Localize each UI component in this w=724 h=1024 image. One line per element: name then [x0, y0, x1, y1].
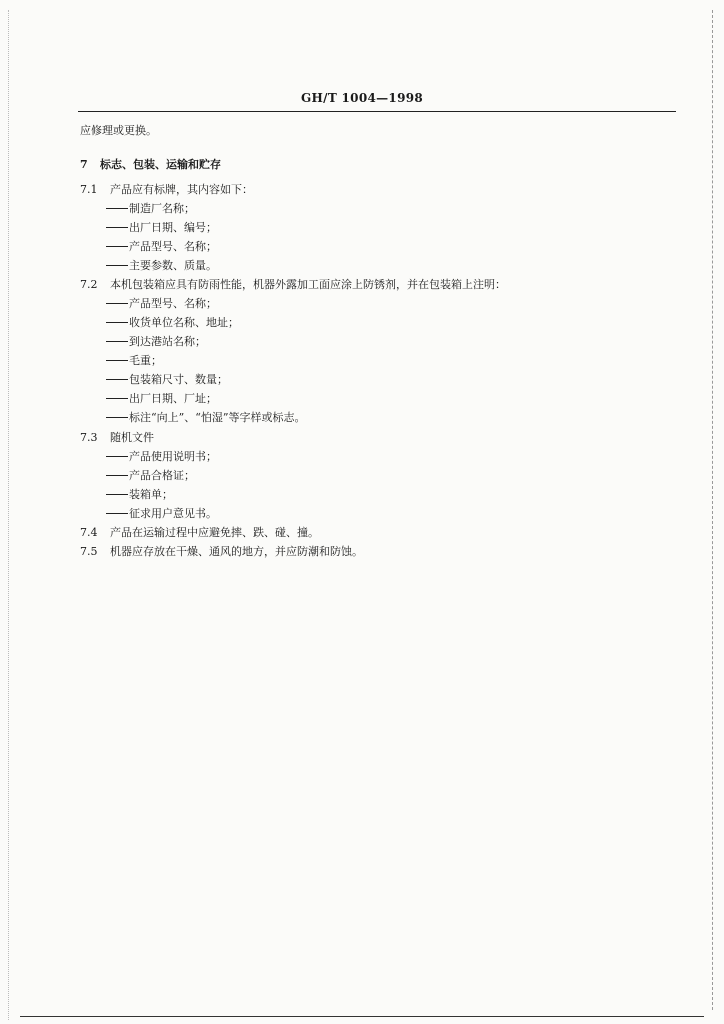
em-dash: [106, 316, 128, 323]
list-item: 包装箱尺寸、数量；: [106, 373, 306, 392]
section-title: 标志、包装、运输和贮存: [100, 158, 221, 171]
em-dash: [106, 392, 128, 399]
clause-text: 产品应有标牌，其内容如下：: [110, 183, 253, 196]
list-item: 装箱单；: [106, 488, 217, 507]
list-item: 主要参数、质量。: [106, 259, 217, 278]
scan-right-edge: [712, 10, 713, 1010]
clause-text: 本机包装箱应具有防雨性能，机器外露加工面应涂上防锈剂，并在包装箱上注明：: [110, 278, 506, 291]
list-item: 产品合格证；: [106, 469, 217, 488]
em-dash: [106, 221, 128, 228]
clause-7-2: [80, 278, 506, 292]
em-dash: [106, 335, 128, 342]
em-dash: [106, 202, 128, 209]
em-dash: [106, 507, 128, 514]
standard-number-header: GH/T 1004—1998: [300, 91, 424, 105]
continuation-text: 应修理或更换。: [80, 124, 157, 137]
bottom-rule: [20, 1016, 704, 1017]
list-item: 标注“向上”、“怕湿”等字样或标志。: [106, 411, 306, 430]
list-item: 到达港站名称；: [106, 335, 306, 354]
em-dash: [106, 259, 128, 266]
list-item: 征求用户意见书。: [106, 507, 217, 526]
clause-text: 机器应存放在干燥、通风的地方，并应防潮和防蚀。: [110, 545, 363, 558]
list-item: 出厂日期、厂址；: [106, 392, 306, 411]
clause-7-3: [80, 431, 154, 445]
list-item: 产品型号、名称；: [106, 240, 217, 259]
list-item: 产品型号、名称；: [106, 297, 306, 316]
em-dash: [106, 373, 128, 380]
list-item: 出厂日期、编号；: [106, 221, 217, 240]
list-item: 收货单位名称、地址；: [106, 316, 306, 335]
clause-number: 7.2: [80, 278, 98, 291]
header-rule: [78, 111, 676, 112]
clause-7-3-list: [106, 450, 217, 526]
section-7-heading: [80, 158, 221, 172]
clause-7-4: [80, 526, 319, 540]
list-item: 毛重；: [106, 354, 306, 373]
clause-number: 7.3: [80, 431, 98, 444]
clause-7-5: [80, 545, 363, 559]
em-dash: [106, 469, 128, 476]
em-dash: [106, 240, 128, 247]
em-dash: [106, 488, 128, 495]
clause-text: 产品在运输过程中应避免摔、跌、碰、撞。: [110, 526, 319, 539]
em-dash: [106, 450, 128, 457]
list-item: 制造厂名称；: [106, 202, 217, 221]
em-dash: [106, 411, 128, 418]
em-dash: [106, 354, 128, 361]
clause-7-1: [80, 183, 253, 197]
clause-text: 随机文件: [110, 431, 154, 444]
clause-number: 7.4: [80, 526, 98, 539]
clause-7-1-list: [106, 202, 217, 278]
clause-number: 7.1: [80, 183, 98, 196]
clause-7-2-list: [106, 297, 306, 430]
em-dash: [106, 297, 128, 304]
scan-left-edge: [8, 10, 9, 1020]
clause-number: 7.5: [80, 545, 98, 558]
list-item: 产品使用说明书；: [106, 450, 217, 469]
section-number: 7: [80, 158, 88, 171]
